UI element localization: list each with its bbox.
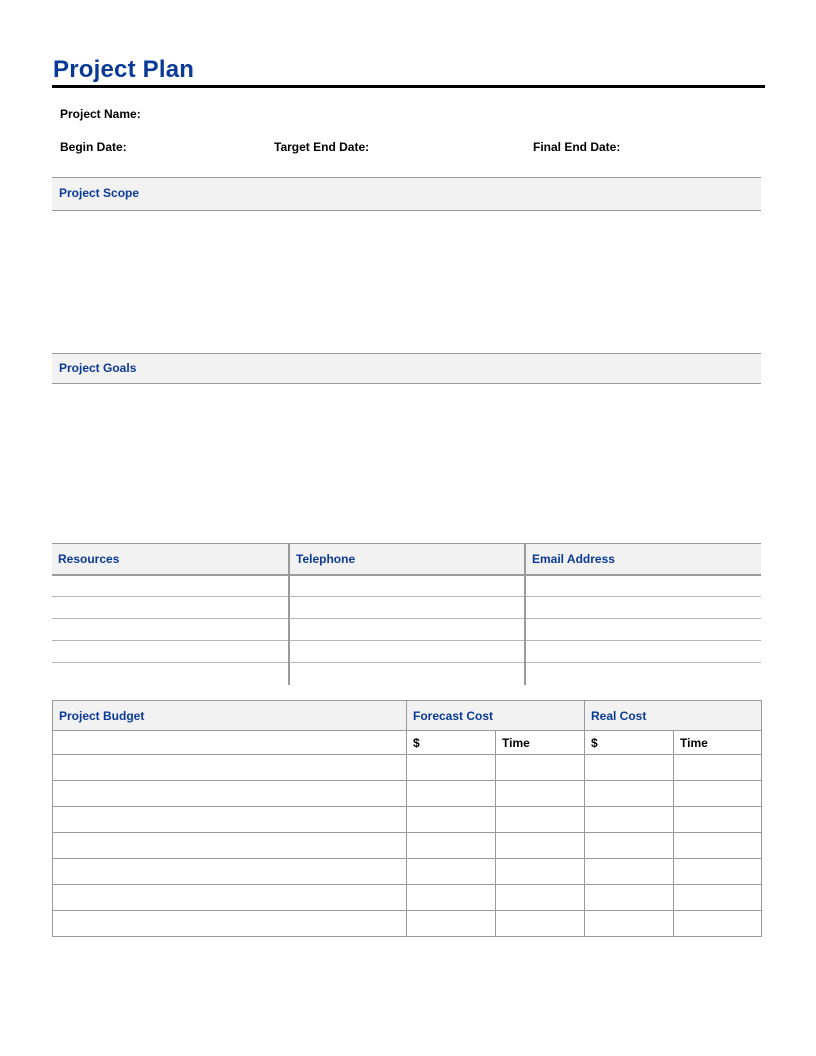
project-scope-body[interactable] xyxy=(52,212,761,352)
forecast-dollar-cell[interactable] xyxy=(407,911,496,937)
real-dollar-cell[interactable] xyxy=(585,859,674,885)
telephone-column-header: Telephone xyxy=(289,544,525,575)
forecast-cost-column-header: Forecast Cost xyxy=(407,701,585,731)
table-row xyxy=(52,597,761,619)
project-budget-table xyxy=(52,700,762,937)
forecast-dollar-cell[interactable] xyxy=(407,833,496,859)
forecast-time-cell[interactable] xyxy=(496,781,585,807)
table-row xyxy=(53,833,762,859)
project-budget-column-header: Project Budget xyxy=(53,701,407,731)
forecast-time-cell[interactable] xyxy=(496,807,585,833)
table-row xyxy=(53,755,762,781)
real-time-cell[interactable] xyxy=(674,859,762,885)
real-time-subheader: Time xyxy=(674,731,762,755)
resources-header-row xyxy=(52,544,761,575)
project-scope-label: Project Scope xyxy=(59,186,140,200)
budget-item-cell[interactable] xyxy=(53,755,407,781)
page-title: Project Plan xyxy=(53,56,195,83)
resources-table xyxy=(52,543,761,685)
real-time-cell[interactable] xyxy=(674,807,762,833)
forecast-time-cell[interactable] xyxy=(496,859,585,885)
email-cell[interactable] xyxy=(525,619,761,641)
budget-item-cell[interactable] xyxy=(53,911,407,937)
forecast-time-subheader: Time xyxy=(496,731,585,755)
real-time-cell[interactable] xyxy=(674,781,762,807)
table-row xyxy=(52,575,761,597)
forecast-time-cell[interactable] xyxy=(496,885,585,911)
telephone-cell[interactable] xyxy=(289,641,525,663)
forecast-dollar-cell[interactable] xyxy=(407,885,496,911)
resource-cell[interactable] xyxy=(52,597,289,619)
table-row xyxy=(53,859,762,885)
forecast-time-cell[interactable] xyxy=(496,755,585,781)
email-cell[interactable] xyxy=(525,663,761,685)
real-dollar-cell[interactable] xyxy=(585,833,674,859)
real-time-cell[interactable] xyxy=(674,885,762,911)
real-dollar-cell[interactable] xyxy=(585,911,674,937)
budget-item-cell[interactable] xyxy=(53,859,407,885)
real-time-cell[interactable] xyxy=(674,833,762,859)
project-scope-header xyxy=(52,177,761,211)
table-row xyxy=(53,807,762,833)
resources-column-header: Resources xyxy=(52,544,289,575)
project-name-label: Project Name: xyxy=(60,107,141,121)
project-goals-label: Project Goals xyxy=(59,361,137,375)
real-dollar-cell[interactable] xyxy=(585,807,674,833)
real-dollar-cell[interactable] xyxy=(585,781,674,807)
budget-item-cell[interactable] xyxy=(53,781,407,807)
budget-subheader-row xyxy=(53,731,762,755)
resource-cell[interactable] xyxy=(52,619,289,641)
table-row xyxy=(53,911,762,937)
project-goals-body[interactable] xyxy=(52,385,761,535)
resource-cell[interactable] xyxy=(52,663,289,685)
telephone-cell[interactable] xyxy=(289,663,525,685)
forecast-dollar-subheader: $ xyxy=(407,731,496,755)
email-cell[interactable] xyxy=(525,575,761,597)
real-time-cell[interactable] xyxy=(674,911,762,937)
target-end-date-label: Target End Date: xyxy=(274,140,370,154)
forecast-time-cell[interactable] xyxy=(496,911,585,937)
forecast-time-cell[interactable] xyxy=(496,833,585,859)
real-time-cell[interactable] xyxy=(674,755,762,781)
resource-cell[interactable] xyxy=(52,575,289,597)
telephone-cell[interactable] xyxy=(289,575,525,597)
telephone-cell[interactable] xyxy=(289,597,525,619)
real-dollar-cell[interactable] xyxy=(585,755,674,781)
final-end-date-label: Final End Date: xyxy=(533,140,621,154)
email-cell[interactable] xyxy=(525,597,761,619)
budget-item-cell[interactable] xyxy=(53,885,407,911)
email-address-column-header: Email Address xyxy=(525,544,761,575)
table-row xyxy=(53,781,762,807)
forecast-dollar-cell[interactable] xyxy=(407,807,496,833)
real-dollar-subheader: $ xyxy=(585,731,674,755)
begin-date-label: Begin Date: xyxy=(60,140,127,154)
title-divider xyxy=(52,85,765,88)
budget-item-cell[interactable] xyxy=(53,807,407,833)
project-goals-header xyxy=(52,353,761,384)
forecast-dollar-cell[interactable] xyxy=(407,781,496,807)
table-row xyxy=(52,641,761,663)
budget-item-subheader xyxy=(53,731,407,755)
email-cell[interactable] xyxy=(525,641,761,663)
forecast-dollar-cell[interactable] xyxy=(407,859,496,885)
budget-header-row xyxy=(53,701,762,731)
resource-cell[interactable] xyxy=(52,641,289,663)
table-row xyxy=(53,885,762,911)
forecast-dollar-cell[interactable] xyxy=(407,755,496,781)
real-cost-column-header: Real Cost xyxy=(585,701,762,731)
real-dollar-cell[interactable] xyxy=(585,885,674,911)
telephone-cell[interactable] xyxy=(289,619,525,641)
budget-item-cell[interactable] xyxy=(53,833,407,859)
table-row xyxy=(52,619,761,641)
table-row xyxy=(52,663,761,685)
